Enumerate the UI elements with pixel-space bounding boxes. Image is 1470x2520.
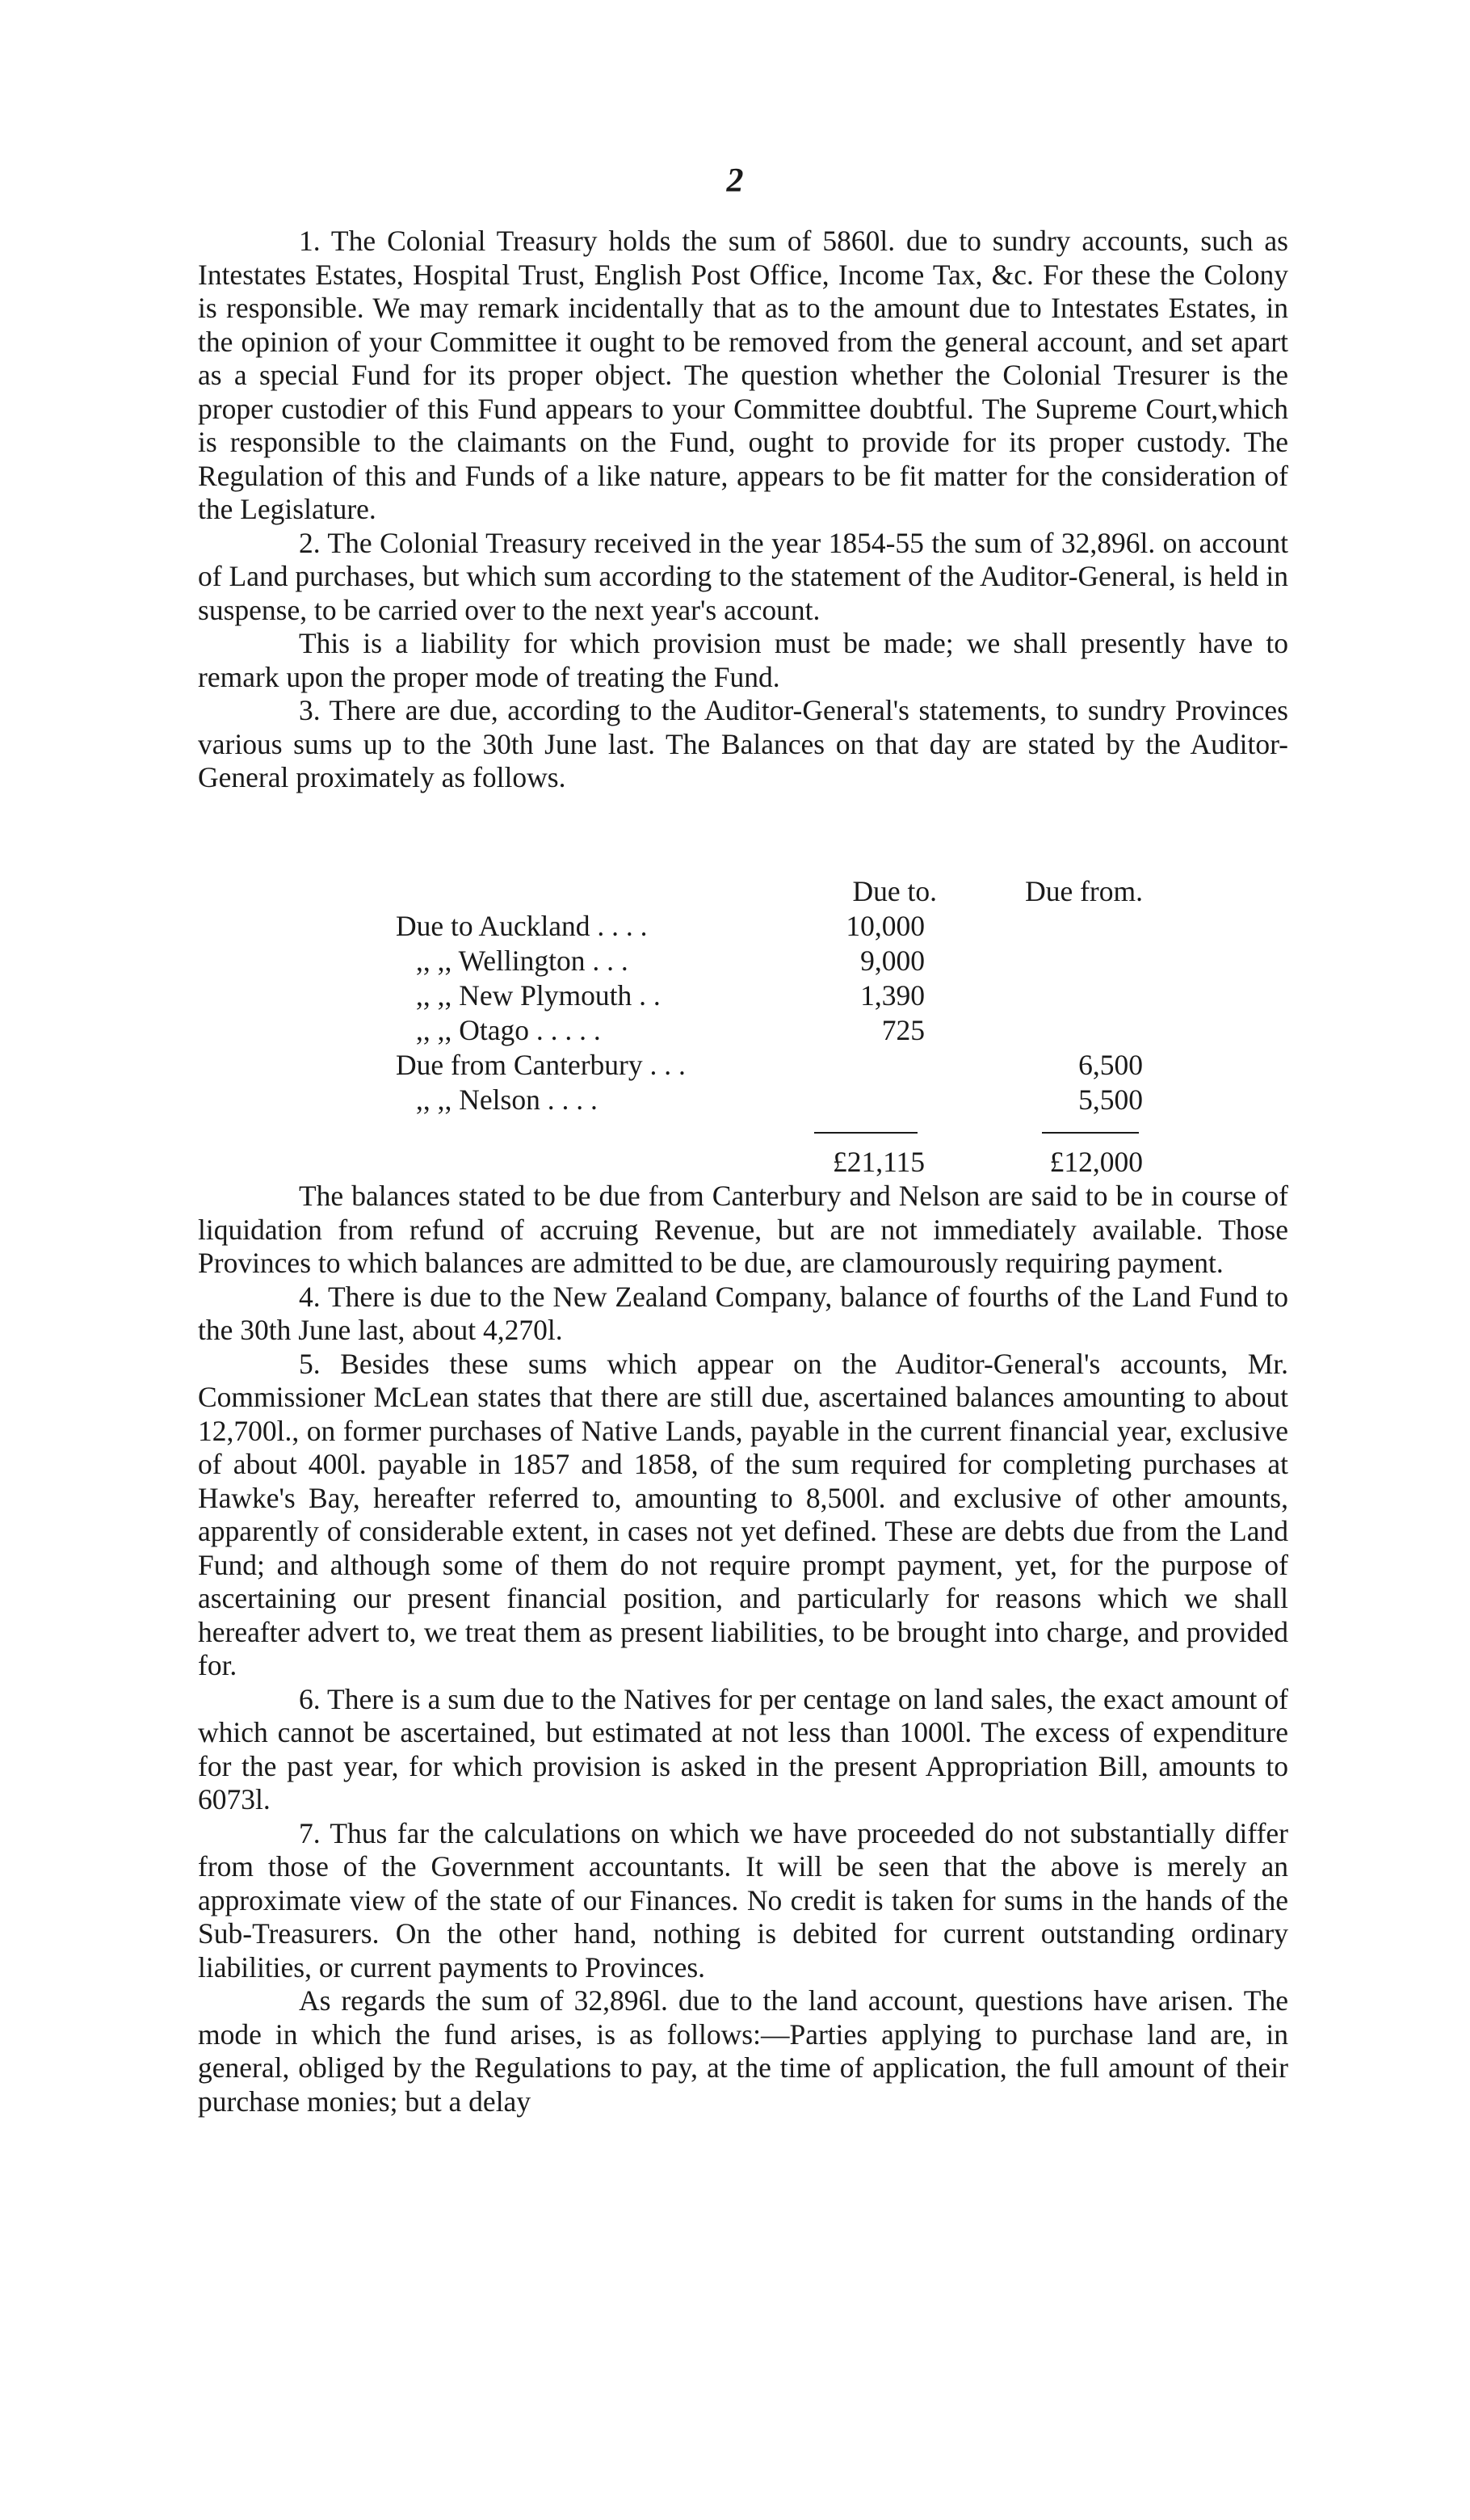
table-header-row: [396, 874, 1143, 909]
table-row: [396, 1083, 1143, 1117]
text-block-bottom: [198, 1180, 1288, 2118]
paragraph-7-calculations: 7. Thus far the calculations on which we have proceeded do not substantially differ from those of the Government accountants. It will be seen that the above is merely an approximate view of the state of our Finances. No credit is taken for sums in the hands of the Sub-Treasurers. On the other hand, nothing is debited for current outstanding ordinary liabilities, or current payments to Provinces.: [198, 1816, 1288, 1984]
paragraph-3-provinces: 3. There are due, according to the Auditor-General's statements, to sundry Provinces various sums up to the 30th June last. The Balances on that day are stated by the Auditor-General proximately as follows.: [198, 694, 1288, 793]
row-due-to: 725: [881, 1014, 925, 1046]
row-due-from: 5,500: [1078, 1083, 1143, 1116]
paragraph-balances: The balances stated to be due from Canterbury and Nelson are said to be in course of liquidation from refund of accruing Revenue, but are not immediately available. Those Provinces to which balances are admitted to be due, are clamourously requiring payment.: [198, 1180, 1288, 1279]
total-due-from: £12,000: [1049, 1146, 1143, 1178]
paragraph-4-nz-company: 4. There is due to the New Zealand Company, balance of fourths of the Land Fund to the 30th June last, about 4,270l.: [198, 1280, 1288, 1346]
table-row: [396, 1013, 1123, 1048]
row-label: Due to Auckland . . . .: [396, 910, 648, 942]
row-label: Due from Canterbury . . .: [396, 1049, 686, 1081]
total-rule-due-to: [814, 1132, 918, 1134]
header-due-from: Due from.: [1025, 875, 1143, 907]
table-row: [396, 909, 1123, 944]
table-row: [396, 1048, 1143, 1083]
table-total-row: [396, 1145, 1143, 1180]
total-rule-due-from: [1042, 1132, 1139, 1134]
row-label: ,, ,, Wellington . . .: [416, 944, 628, 977]
row-label: ,, ,, New Plymouth . .: [416, 979, 661, 1012]
paragraph-2-land-purchases: 2. The Colonial Treasury received in the year 1854-55 the sum of 32,896l. on account of Land purchases, but which sum according to the statement of the Auditor-General, is held in suspense, to be carried over to the next year's account.: [198, 526, 1288, 626]
row-label: ,, ,, Otago . . . . .: [416, 1014, 601, 1046]
paragraph-1-intestates: 1. The Colonial Treasury holds the sum of 5860l. due to sundry accounts, such as Intestates Estates, Hospital Trust, English Post Office, Income Tax, &c. For these the Colony is responsible. We may remark incidentally that as to the amount due to Intestates Estates, in the opinion of your Committee it ought to be removed from the general account, and set apart as a special Fund for its proper object. The question whether the Colonial Tresurer is the proper custodier of this Fund appears to your Committee doubtful. The Supreme Court,which is responsible to the claimants on the Fund, ought to provide for its proper custody. The Regulation of this and Funds of a like nature, appears to be fit matter for the consideration of the Legislature.: [198, 225, 1288, 525]
paragraph-6-natives: 6. There is a sum due to the Natives for per centage on land sales, the exact amount of which cannot be ascertained, but estimated at not less than 1000l. The excess of expenditure for the past year, for which provision is asked in the present Appropriation Bill, amounts to 6073l.: [198, 1682, 1288, 1815]
paragraph-5-native-lands: 5. Besides these sums which appear on the Auditor-General's accounts, Mr. Commissioner McLean states that there are still due, ascertained balances amounting to about 12,700l., on former purchases of Native Lands, payable in the current financial year, exclusive of about 400l. payable in 1857 and 1858, of the sum required for completing purchases at Hawke's Bay, hereafter referred to, amounting to 8,500l. and exclusive of other amounts, apparently of considerable extent, in cases not yet defined. These are debts due from the Land Fund; and although some of them do not require prompt payment, yet, for the purpose of ascertaining our present financial position, and particularly for reasons which we shall hereafter advert to, we treat them as present liabilities, to be brought into charge, and provided for.: [198, 1347, 1288, 1681]
balances-table: [396, 874, 1143, 1180]
table-row: [396, 944, 1123, 978]
row-due-to: 9,000: [860, 944, 925, 977]
total-due-to: £21,115: [832, 1146, 925, 1178]
table-row: [396, 978, 1123, 1013]
paragraph-liability: This is a liability for which provision must be made; we shall presently have to remark upon the proper mode of treating the Fund.: [198, 627, 1288, 693]
row-due-from: 6,500: [1078, 1049, 1143, 1081]
row-due-to: 1,390: [860, 979, 925, 1012]
header-due-to: Due to.: [852, 875, 937, 907]
total-rule-row: [396, 1117, 1123, 1145]
row-label: ,, ,, Nelson . . . .: [416, 1083, 598, 1116]
row-due-to: 10,000: [846, 910, 925, 942]
paragraph-land-account: As regards the sum of 32,896l. due to the land account, questions have arisen. The mode in which the fund arises, is as follows:—Parties applying to purchase land are, in general, obliged by the Regulations to pay, at the time of application, the full amount of their purchase monies; but a delay: [198, 1984, 1288, 2118]
page-number: 2: [726, 162, 744, 200]
text-block-top: [198, 225, 1288, 795]
